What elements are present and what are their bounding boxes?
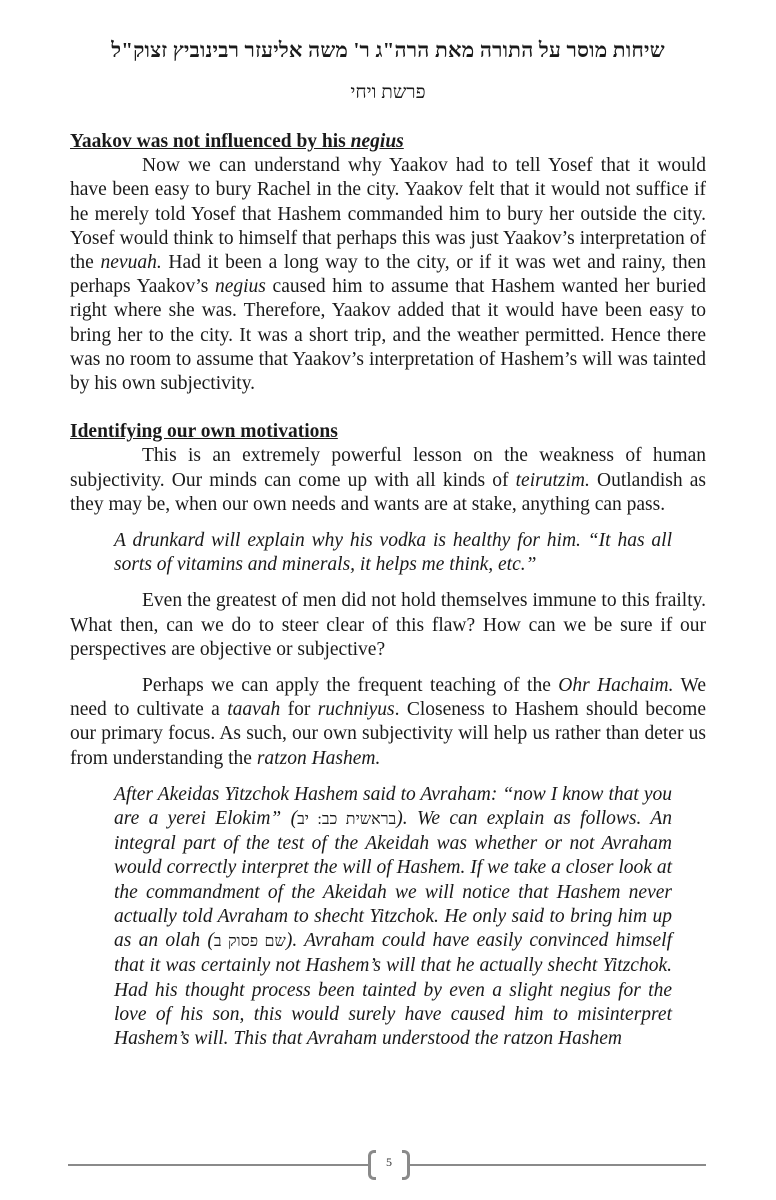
paragraph-subjectivity xyxy=(70,444,706,517)
heading-text: Yaakov was not influenced by his xyxy=(70,131,351,152)
text-run: Perhaps we can apply the frequent teaching of the xyxy=(142,675,559,697)
italic-term: nevuah. xyxy=(100,252,162,274)
spacer xyxy=(70,517,706,529)
page-body xyxy=(70,130,706,1051)
block-quote-drunkard: A drunkard will explain why his vodka is healthy for him. “It has all sorts of vitamins and minerals, it helps me think, etc.” xyxy=(114,530,672,576)
text-run: Had it been a long way to the city, or if it was wet and rainy, then perhaps Yaakov’s xyxy=(70,252,706,298)
text-run: for xyxy=(280,699,318,721)
section-heading-motivations: Identifying our own motivations xyxy=(70,421,338,443)
section-heading-yaakov xyxy=(70,130,706,154)
running-header-parsha: פרשת ויחי xyxy=(350,82,426,103)
page-number: 5 xyxy=(386,1155,392,1169)
paragraph-ohr-hachaim xyxy=(70,674,706,771)
text-run: ). We can explain as follows. An integral part of the test of the Akeidah was whether or not Avraham would correctly interpret the will of Hashem. If we take a closer look at the commandment of the Akeidah we will notice that Hashem never actually told Avraham to shecht Yitzchok. He only said to bring him up as an olah ( xyxy=(114,808,672,952)
spacer xyxy=(70,662,706,674)
text-run: We need to cultivate a xyxy=(70,675,706,721)
footer-rule-right xyxy=(410,1164,706,1166)
hebrew-citation: בראשית כב: יב xyxy=(297,811,397,829)
text-run: After Akeidas Yitzchok Hashem said to Avraham: “now I know that you are a yerei Elokim” ( xyxy=(114,783,672,830)
paragraph-greatest-men: Even the greatest of men did not hold themselves immune to this frailty. What then, can we do to steer clear of this flaw? How can we be sure if our perspectives are objective or subjective? xyxy=(70,590,706,660)
italic-term: negius xyxy=(214,276,266,298)
italic-term: ruchniyus xyxy=(317,699,395,721)
footer-rule-left xyxy=(68,1164,368,1166)
text-run: ). Avraham could have easily convinced himself that it was certainly not Hashem’s will that he actually shecht Yitzchok. Had his thought process been tainted by even a slight negius for the love of his son, this would surely have caused him to misinterpret Hashem’s will. This that Avraham understood the ratzon Hashem xyxy=(114,930,673,1049)
italic-term: Ohr Hachaim. xyxy=(558,675,674,697)
text-run: . Closeness to Hashem should become our primary focus. As such, our own subjectivity will help us rather than deter us from understanding the xyxy=(70,699,706,769)
text-run: This is an extremely powerful lesson on the weakness of human subjectivity. Our minds can come up with all kinds of xyxy=(70,445,706,491)
italic-term: teirutzim. xyxy=(515,469,590,491)
spacer xyxy=(70,577,706,589)
italic-term: taavah xyxy=(227,699,281,721)
spacer xyxy=(70,771,706,783)
text-run: Now we can understand why Yaakov had to tell Yosef that it would have been easy to bury Rachel in the city. Yaakov felt that it would not suffice if he merely told Yosef that Hashem commanded him to bury her outside the city. Yosef would think to himself that perhaps this was just Yaakov’s interpretation of the xyxy=(70,155,706,274)
block-quote-akeidah xyxy=(114,783,672,1051)
paragraph-yaakov xyxy=(70,154,706,396)
close-bracket-ornament-icon xyxy=(402,1150,410,1180)
italic-term: ratzon Hashem. xyxy=(256,747,381,769)
open-bracket-ornament-icon xyxy=(368,1150,376,1180)
text-run: caused him to assume that Hashem wanted her buried right where she was. Therefore, Yaakov added that it would have been easy to bring her to the city. It was a short trip, and the weather permitted. Hence there was no room to assume that Yaakov’s interpretation of Hashem’s will was tainted by his own subjectivity. xyxy=(70,276,706,395)
text-run: Outlandish as they may be, when our own needs and wants are at stake, anything can pass. xyxy=(70,469,706,515)
hebrew-citation: שם פסוק ב xyxy=(213,933,286,951)
spacer xyxy=(70,396,706,420)
page-footer xyxy=(68,1148,706,1188)
running-header-title: שיחות מוסר על התורה מאת הרה"ג ר' משה אליעזר רבינוביץ זצוק"ל xyxy=(111,38,665,62)
heading-italic-term: negius xyxy=(350,131,404,152)
